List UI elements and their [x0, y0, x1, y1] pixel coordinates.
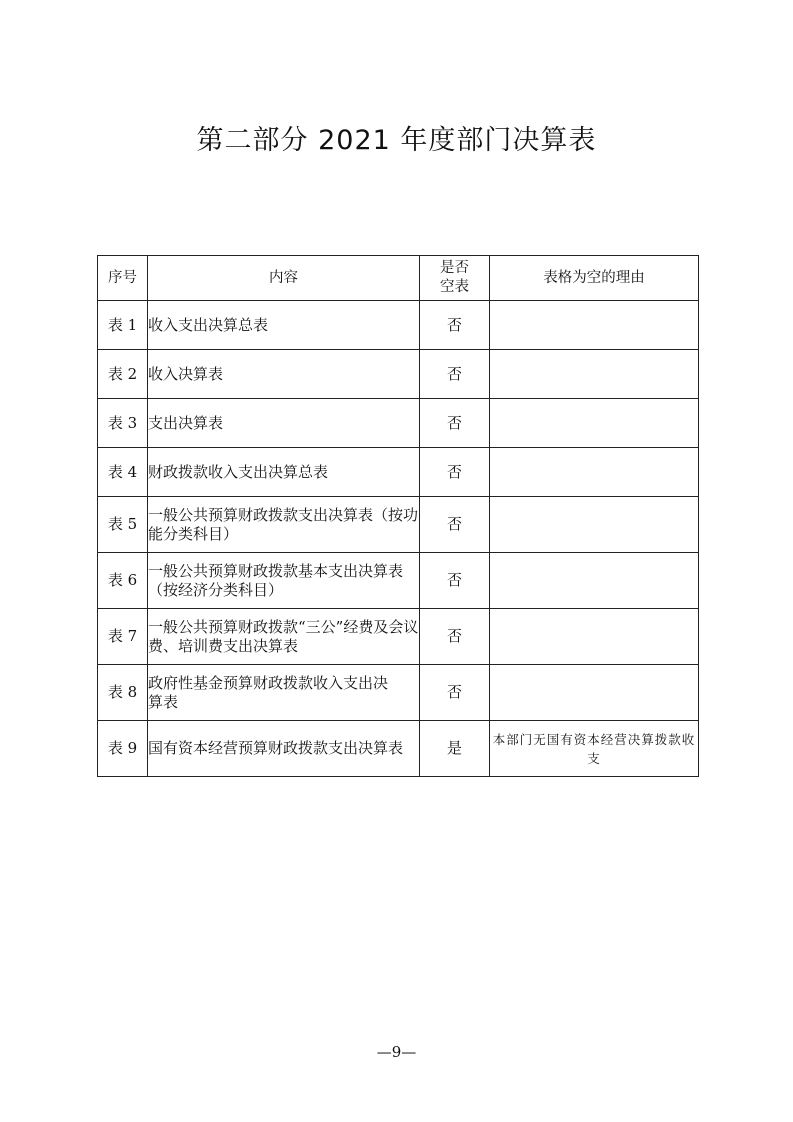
row-no: 表 7 [98, 609, 148, 665]
row-status: 否 [420, 553, 490, 609]
header-content: 内容 [148, 256, 420, 301]
row-status: 否 [420, 350, 490, 399]
row-content: 国有资本经营预算财政拨款支出决算表 [148, 721, 420, 777]
header-is-empty-label: 是否空表 [440, 260, 469, 295]
header-no: 序号 [98, 256, 148, 301]
row-reason [490, 609, 699, 665]
table-header-row [98, 256, 699, 301]
row-content: 一般公共预算财政拨款基本支出决算表（按经济分类科目） [148, 553, 420, 609]
row-reason: 本部门无国有资本经营决算拨款收支 [490, 721, 699, 777]
row-no: 表 9 [98, 721, 148, 777]
row-status: 否 [420, 665, 490, 721]
row-status: 否 [420, 399, 490, 448]
row-reason [490, 497, 699, 553]
row-no: 表 1 [98, 301, 148, 350]
row-content-text: 政府性基金预算财政拨款收入支出决算表 [148, 673, 389, 711]
row-status: 是 [420, 721, 490, 777]
row-content: 一般公共预算财政拨款“三公”经费及会议费、培训费支出决算表 [148, 609, 420, 665]
row-status: 否 [420, 609, 490, 665]
table-row [98, 399, 699, 448]
row-no: 表 6 [98, 553, 148, 609]
row-no: 表 5 [98, 497, 148, 553]
row-no: 表 8 [98, 665, 148, 721]
row-reason [490, 665, 699, 721]
row-no: 表 2 [98, 350, 148, 399]
page-title: 第二部分 2021 年度部门决算表 [196, 125, 597, 157]
row-content: 收入决算表 [148, 350, 420, 399]
table-row [98, 350, 699, 399]
table-row [98, 448, 699, 497]
row-reason [490, 350, 699, 399]
table-row [98, 609, 699, 665]
header-is-empty [420, 256, 490, 301]
table-row [98, 553, 699, 609]
row-reason [490, 553, 699, 609]
row-no: 表 4 [98, 448, 148, 497]
table-row [98, 721, 699, 777]
row-content: 支出决算表 [148, 399, 420, 448]
row-reason [490, 448, 699, 497]
page-number: —9— [376, 1043, 417, 1061]
row-content: 财政拨款收入支出决算总表 [148, 448, 420, 497]
row-content: 一般公共预算财政拨款支出决算表（按功能分类科目） [148, 497, 420, 553]
row-no: 表 3 [98, 399, 148, 448]
table-row [98, 301, 699, 350]
header-reason: 表格为空的理由 [490, 256, 699, 301]
report-catalog-table [97, 255, 699, 777]
table-row [98, 497, 699, 553]
row-status: 否 [420, 497, 490, 553]
row-content [148, 665, 420, 721]
table-row [98, 665, 699, 721]
row-content: 收入支出决算总表 [148, 301, 420, 350]
row-reason [490, 301, 699, 350]
row-status: 否 [420, 448, 490, 497]
row-reason [490, 399, 699, 448]
row-status: 否 [420, 301, 490, 350]
